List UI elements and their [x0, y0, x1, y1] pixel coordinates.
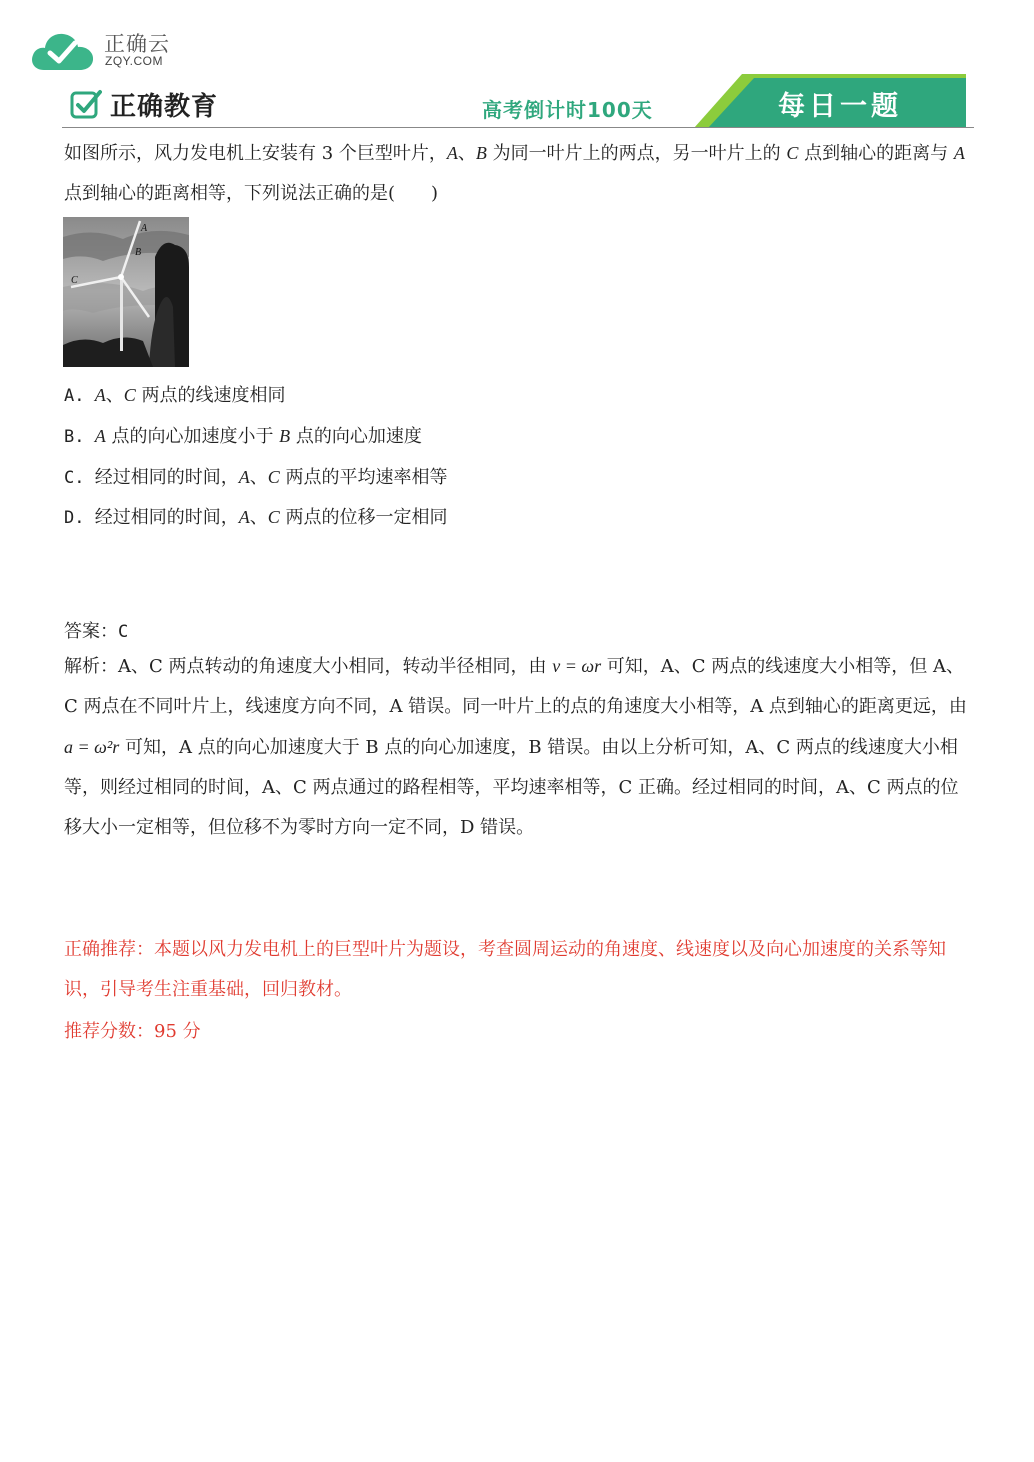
figure-label-a: A [141, 223, 148, 234]
daily-question-label: 每日一题 [778, 91, 902, 122]
question-text: 如图所示，风力发电机上安装有 3 个巨型叶片，A、B 为同一叶片上的两点，另一叶片上的 C 点到轴心的距离与 A 点到轴心的距离相等，下列说法正确的是( ) [64, 143, 965, 204]
option-b: B. A 点的向心加速度小于 B 点的向心加速度 [64, 426, 422, 447]
analysis-text: 解析：A、C 两点转动的角速度大小相同，转动半径相同，由 v = ωr 可知，A、C 两点的线速度大小相等，但 A、C 两点在不同叶片上，线速度方向不同，A 错误。同一叶片上的点的角速度大小相等，A 点到轴心的距离更远，由 a = ω²r 可知，A 点的向心加速度大于 B 点的向心加速度，B 错误。由以上分析可知，A、C 两点的线速度大小相等，则经过相同的时间，A、C 两点通过的路程相等，平均速率相等，C 正确。经过相同的时间，A、C 两点的位移大小一定相等，但位移不为零时方向一定不同，D 错误。 [64, 656, 967, 838]
wind-turbine-figure [63, 217, 189, 367]
checkbox-logo-icon [70, 88, 102, 120]
cloud-check-logo-icon [30, 28, 96, 72]
countdown-label: 高考倒计时100天 [482, 98, 653, 122]
brand-name: 正确云 [104, 32, 170, 56]
recommend-score: 推荐分数：95 分 [64, 1021, 201, 1042]
brand-domain: ZQY.COM [105, 54, 163, 68]
figure-label-b: B [135, 247, 142, 258]
figure-label-c: C [71, 275, 78, 286]
header-divider [62, 127, 974, 128]
org-name: 正确教育 [110, 92, 219, 122]
option-c: C. 经过相同的时间，A、C 两点的平均速率相等 [64, 467, 448, 488]
option-d: D. 经过相同的时间，A、C 两点的位移一定相同 [64, 507, 448, 528]
option-a: A. A、C 两点的线速度相同 [64, 385, 286, 406]
recommendation-text: 正确推荐：本题以风力发电机上的巨型叶片为题设，考查圆周运动的角速度、线速度以及向心加速度的关系等知识，引导考生注重基础，回归教材。 [64, 939, 946, 1000]
answer-line: 答案：C [64, 621, 129, 642]
